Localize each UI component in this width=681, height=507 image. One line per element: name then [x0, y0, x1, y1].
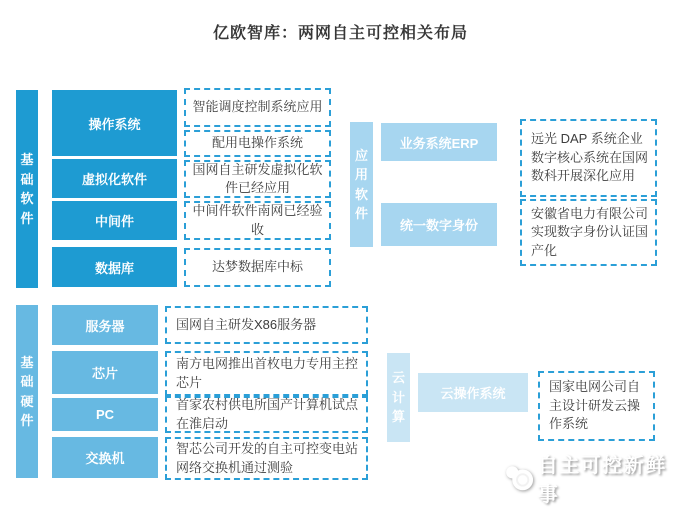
basic-software-bar: [16, 90, 38, 288]
label-cloud-os: 云操作系统: [418, 373, 528, 412]
cloud-computing-bar-label: 云计算: [391, 370, 405, 425]
desc-operating-system-1: 智能调度控制系统应用: [184, 88, 331, 127]
label-pc: PC: [52, 398, 158, 431]
cloud-computing-bar: [387, 353, 410, 442]
hand-ok-gesture-icon: [500, 460, 538, 496]
app-software-bar-label: 应用软件: [354, 147, 368, 221]
label-virtualization-software: 虚拟化软件: [52, 159, 177, 198]
label-operating-system: 操作系统: [52, 90, 177, 156]
desc-middleware: 中间件软件南网已经验收: [184, 201, 331, 240]
app-software-bar: [350, 122, 373, 247]
label-database: 数据库: [52, 247, 177, 287]
basic-software-bar-label: 基础软件: [20, 152, 34, 226]
desc-unified-digital-identity: 安徽省电力有限公司实现数字身份认证国产化: [520, 199, 657, 266]
desc-chip: 南方电网推出首枚电力专用主控芯片: [165, 351, 368, 396]
label-switch: 交换机: [52, 437, 158, 478]
page-title: 亿欧智库：两网自主可控相关布局: [212, 25, 468, 42]
basic-hardware-bar-label: 基础硬件: [20, 354, 34, 428]
label-middleware: 中间件: [52, 201, 177, 240]
label-erp-system: 业务系统ERP: [381, 123, 497, 161]
desc-pc: 首家农村供电所国产计算机试点在淮启动: [165, 396, 368, 433]
label-chip: 芯片: [52, 351, 158, 394]
label-server: 服务器: [52, 305, 158, 345]
desc-cloud-os: 国家电网公司自主设计研发云操作系统: [538, 371, 655, 441]
desc-database: 达梦数据库中标: [184, 248, 331, 287]
basic-hardware-bar: [16, 305, 38, 478]
watermark-logo: [500, 455, 680, 506]
label-unified-digital-identity: 统一数字身份: [381, 203, 497, 246]
desc-erp-system: 远光 DAP 系统企业数字核心系统在国网数科开展深化应用: [520, 119, 657, 197]
desc-operating-system-2: 配用电操作系统: [184, 130, 331, 157]
desc-virtualization-software: 国网自主研发虚拟化软件已经应用: [184, 160, 331, 198]
desc-switch: 智芯公司开发的自主可控变电站网络交换机通过测验: [165, 437, 368, 480]
watermark-logo-text: 自主可控新鲜事: [537, 455, 667, 506]
desc-server: 国网自主研发X86服务器: [165, 306, 368, 344]
